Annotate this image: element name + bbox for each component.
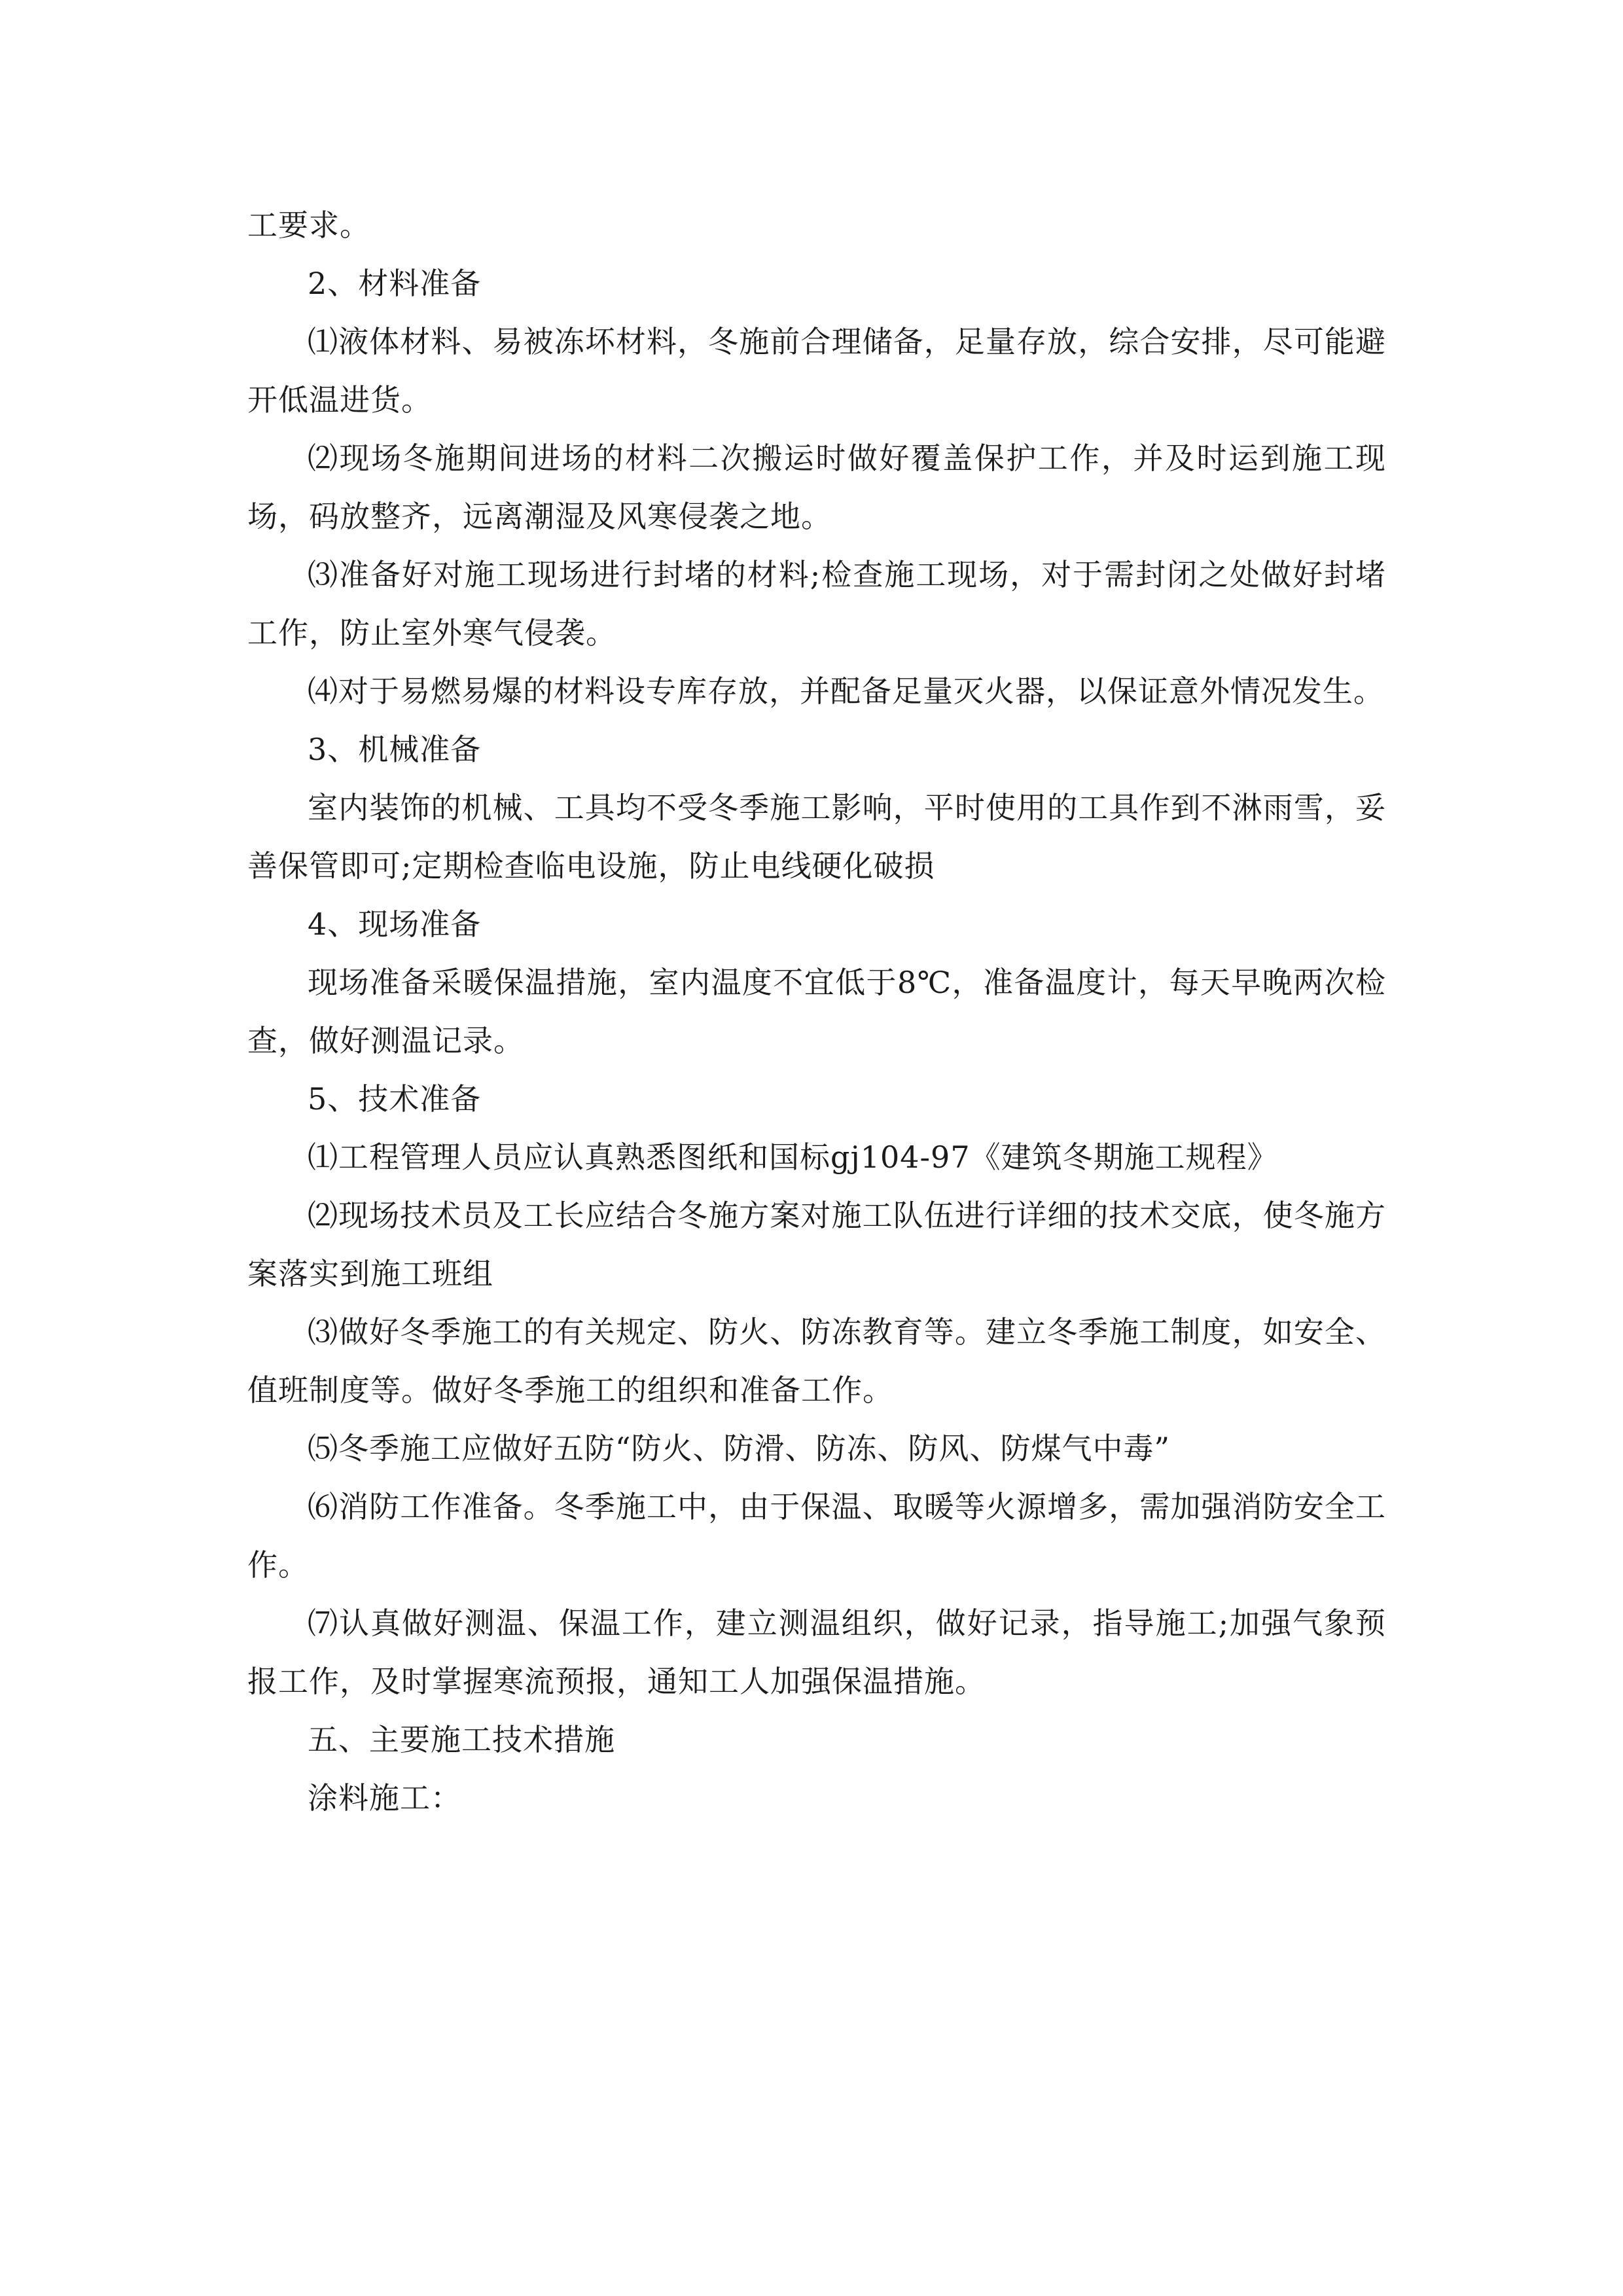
paragraph-continuation: 工要求。 bbox=[247, 207, 370, 243]
paragraph-materials-4: ⑷对于易燃易爆的材料设专库存放，并配备足量灭火器，以保证意外情况发生。 bbox=[308, 673, 1384, 709]
section-heading-technical: 5、技术准备 bbox=[308, 1081, 482, 1117]
paragraph-technical-3: ⑶做好冬季施工的有关规定、防火、防冻教育等。建立冬季施工制度，如安全、值班制度等。做好冬季施工的组织和准备工作。 bbox=[247, 1314, 1386, 1408]
paragraph-technical-5: ⑸冬季施工应做好五防“防火、防滑、防冻、防风、防煤气中毒” bbox=[308, 1431, 1171, 1466]
section-heading-site: 4、现场准备 bbox=[308, 906, 482, 942]
document-body bbox=[247, 196, 1386, 1827]
paragraph-technical-7: ⑺认真做好测温、保温工作，建立测温组织，做好记录，指导施工;加强气象预报工作，及时掌握寒流预报，通知工人加强保温措施。 bbox=[247, 1605, 1386, 1699]
section-heading-coating: 涂料施工： bbox=[308, 1780, 461, 1816]
paragraph-technical-6: ⑹消防工作准备。冬季施工中，由于保温、取暖等火源增多，需加强消防安全工作。 bbox=[247, 1489, 1386, 1583]
paragraph-machinery: 室内装饰的机械、工具均不受冬季施工影响，平时使用的工具作到不淋雨雪，妥善保管即可;定期检查临电设施，防止电线硬化破损 bbox=[247, 790, 1386, 884]
paragraph-materials-2: ⑵现场冬施期间进场的材料二次搬运时做好覆盖保护工作，并及时运到施工现场，码放整齐，远离潮湿及风寒侵袭之地。 bbox=[247, 440, 1386, 534]
paragraph-site: 现场准备采暖保温措施，室内温度不宜低于8℃，准备温度计，每天早晚两次检查，做好测温记录。 bbox=[247, 965, 1386, 1058]
section-heading-materials: 2、材料准备 bbox=[308, 266, 482, 301]
paragraph-materials-3: ⑶准备好对施工现场进行封堵的材料;检查施工现场，对于需封闭之处做好封堵工作，防止室外寒气侵袭。 bbox=[247, 557, 1386, 651]
paragraph-technical-2: ⑵现场技术员及工长应结合冬施方案对施工队伍进行详细的技术交底，使冬施方案落实到施工班组 bbox=[247, 1198, 1386, 1291]
section-heading-main-measures: 五、主要施工技术措施 bbox=[308, 1722, 615, 1757]
paragraph-materials-1: ⑴液体材料、易被冻坏材料，冬施前合理储备，足量存放，综合安排，尽可能避开低温进货。 bbox=[247, 324, 1386, 418]
paragraph-technical-1: ⑴工程管理人员应认真熟悉图纸和国标gj104-97《建筑冬期施工规程》 bbox=[308, 1139, 1278, 1175]
section-heading-machinery: 3、机械准备 bbox=[308, 732, 482, 767]
